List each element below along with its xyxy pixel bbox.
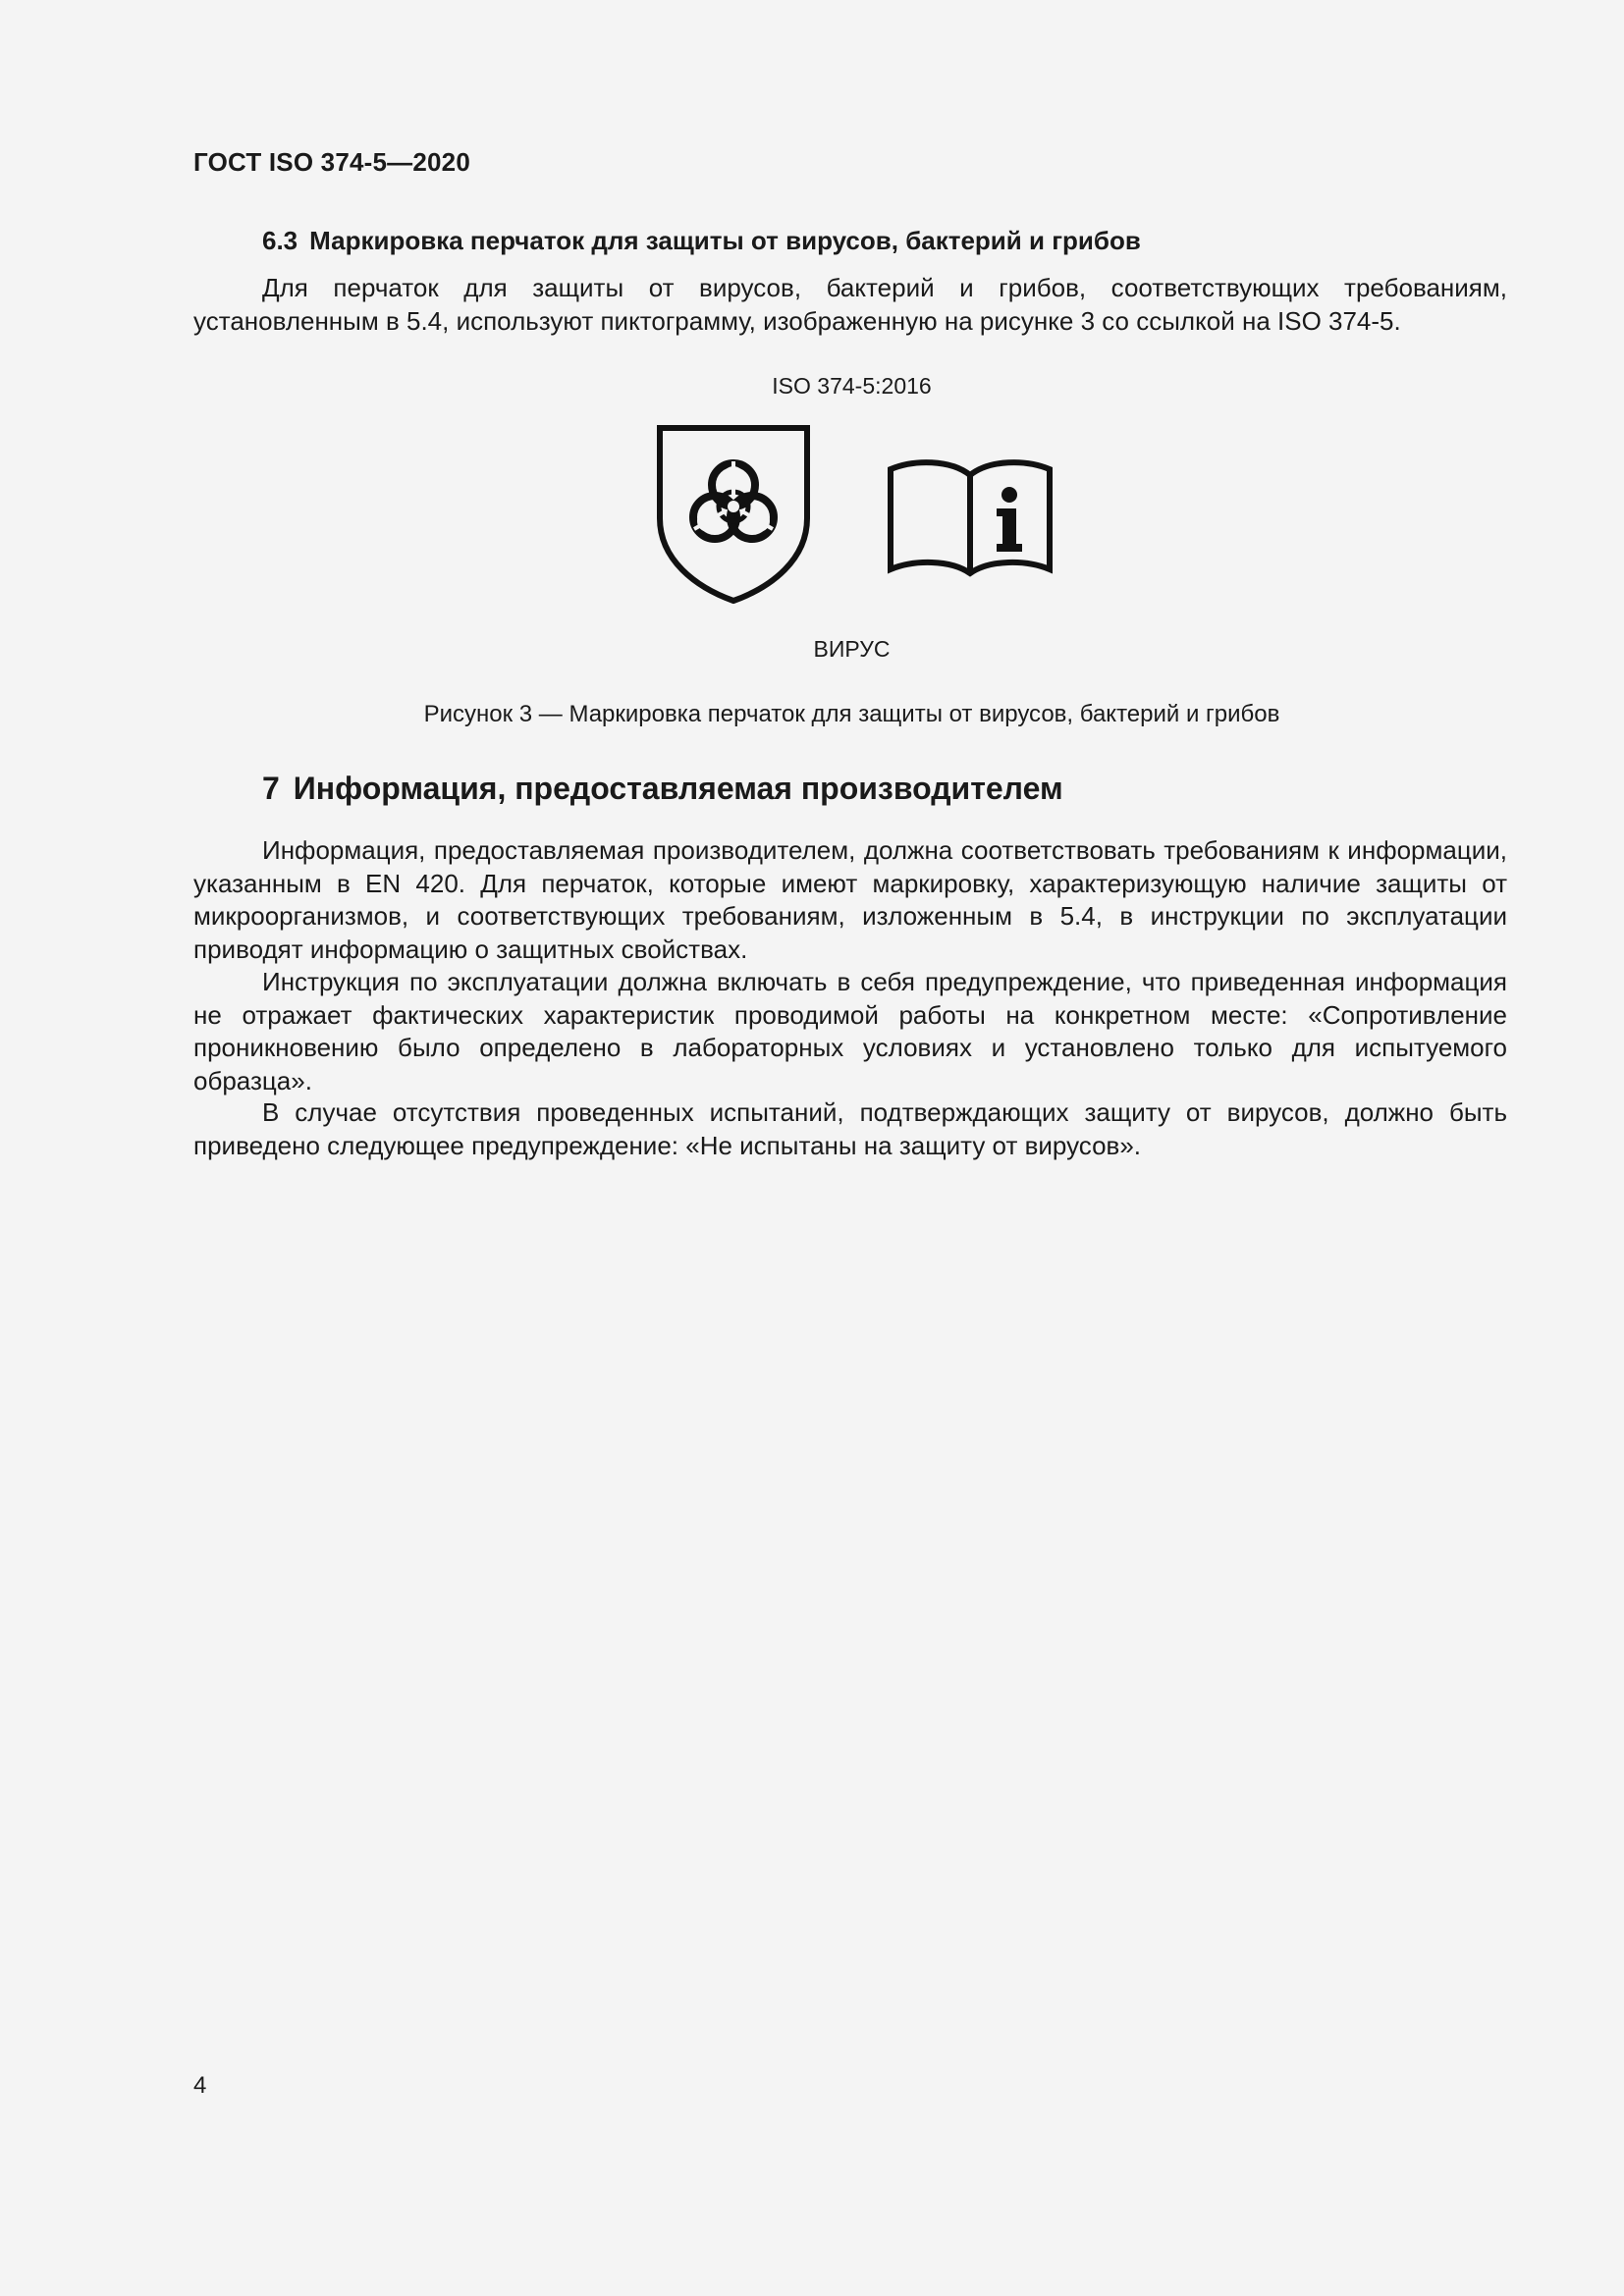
document-header: ГОСТ ISO 374-5—2020	[193, 147, 471, 177]
section-6-3-title: Маркировка перчаток для защиты от вирусов, бактерий и грибов	[309, 226, 1141, 255]
section-7-paragraph: В случае отсутствия проведенных испытаний, подтверждающих защиту от вирусов, должно быть приведено следующее предупреждение: «Не испытаны на защиту от вирусов».	[193, 1097, 1507, 1160]
section-7-heading	[262, 771, 1063, 807]
page-number: 4	[193, 2072, 207, 2099]
figure-caption: Рисунок 3 — Маркировка перчаток для защиты от вирусов, бактерий и грибов	[423, 701, 1280, 727]
figure-pictogram-label: ВИРУС	[813, 636, 891, 662]
figure-standard-reference: ISO 374-5:2016	[772, 373, 932, 399]
biohazard-shield-icon	[654, 424, 813, 605]
pictogram-group	[654, 424, 1056, 611]
section-6-3-paragraph: Для перчаток для защиты от вирусов, бактерий и грибов, соответствующих требованиям, установленным в 5.4, используют пиктограмму, изображенную на рисунке 3 со ссылкой на ISO 374-5.	[193, 273, 1507, 336]
manual-info-icon	[887, 454, 1054, 577]
section-6-3-number: 6.3	[262, 226, 298, 255]
section-7-title: Информация, предоставляемая производителем	[293, 771, 1063, 806]
section-7-paragraph: Информация, предоставляемая производителем, должна соответствовать требованиям к информации, указанным в EN 420. Для перчаток, которые имеют маркировку, характеризующую наличие защиты от микроорганизмов, и соответствующих требованиям, изложенным в 5.4, в инструкции по эксплуатации приводят информацию о защитных свойствах.	[193, 835, 1507, 964]
section-7-paragraph: Инструкция по эксплуатации должна включать в себя предупреждение, что приведенная информация не отражает фактических характеристик проводимой работы на конкретном месте: «Сопротивление проникновению было определено в лабораторных условиях и установлено только для испытуемого образца».	[193, 967, 1507, 1095]
section-7-number: 7	[262, 771, 280, 806]
section-6-3-heading	[262, 226, 1141, 256]
